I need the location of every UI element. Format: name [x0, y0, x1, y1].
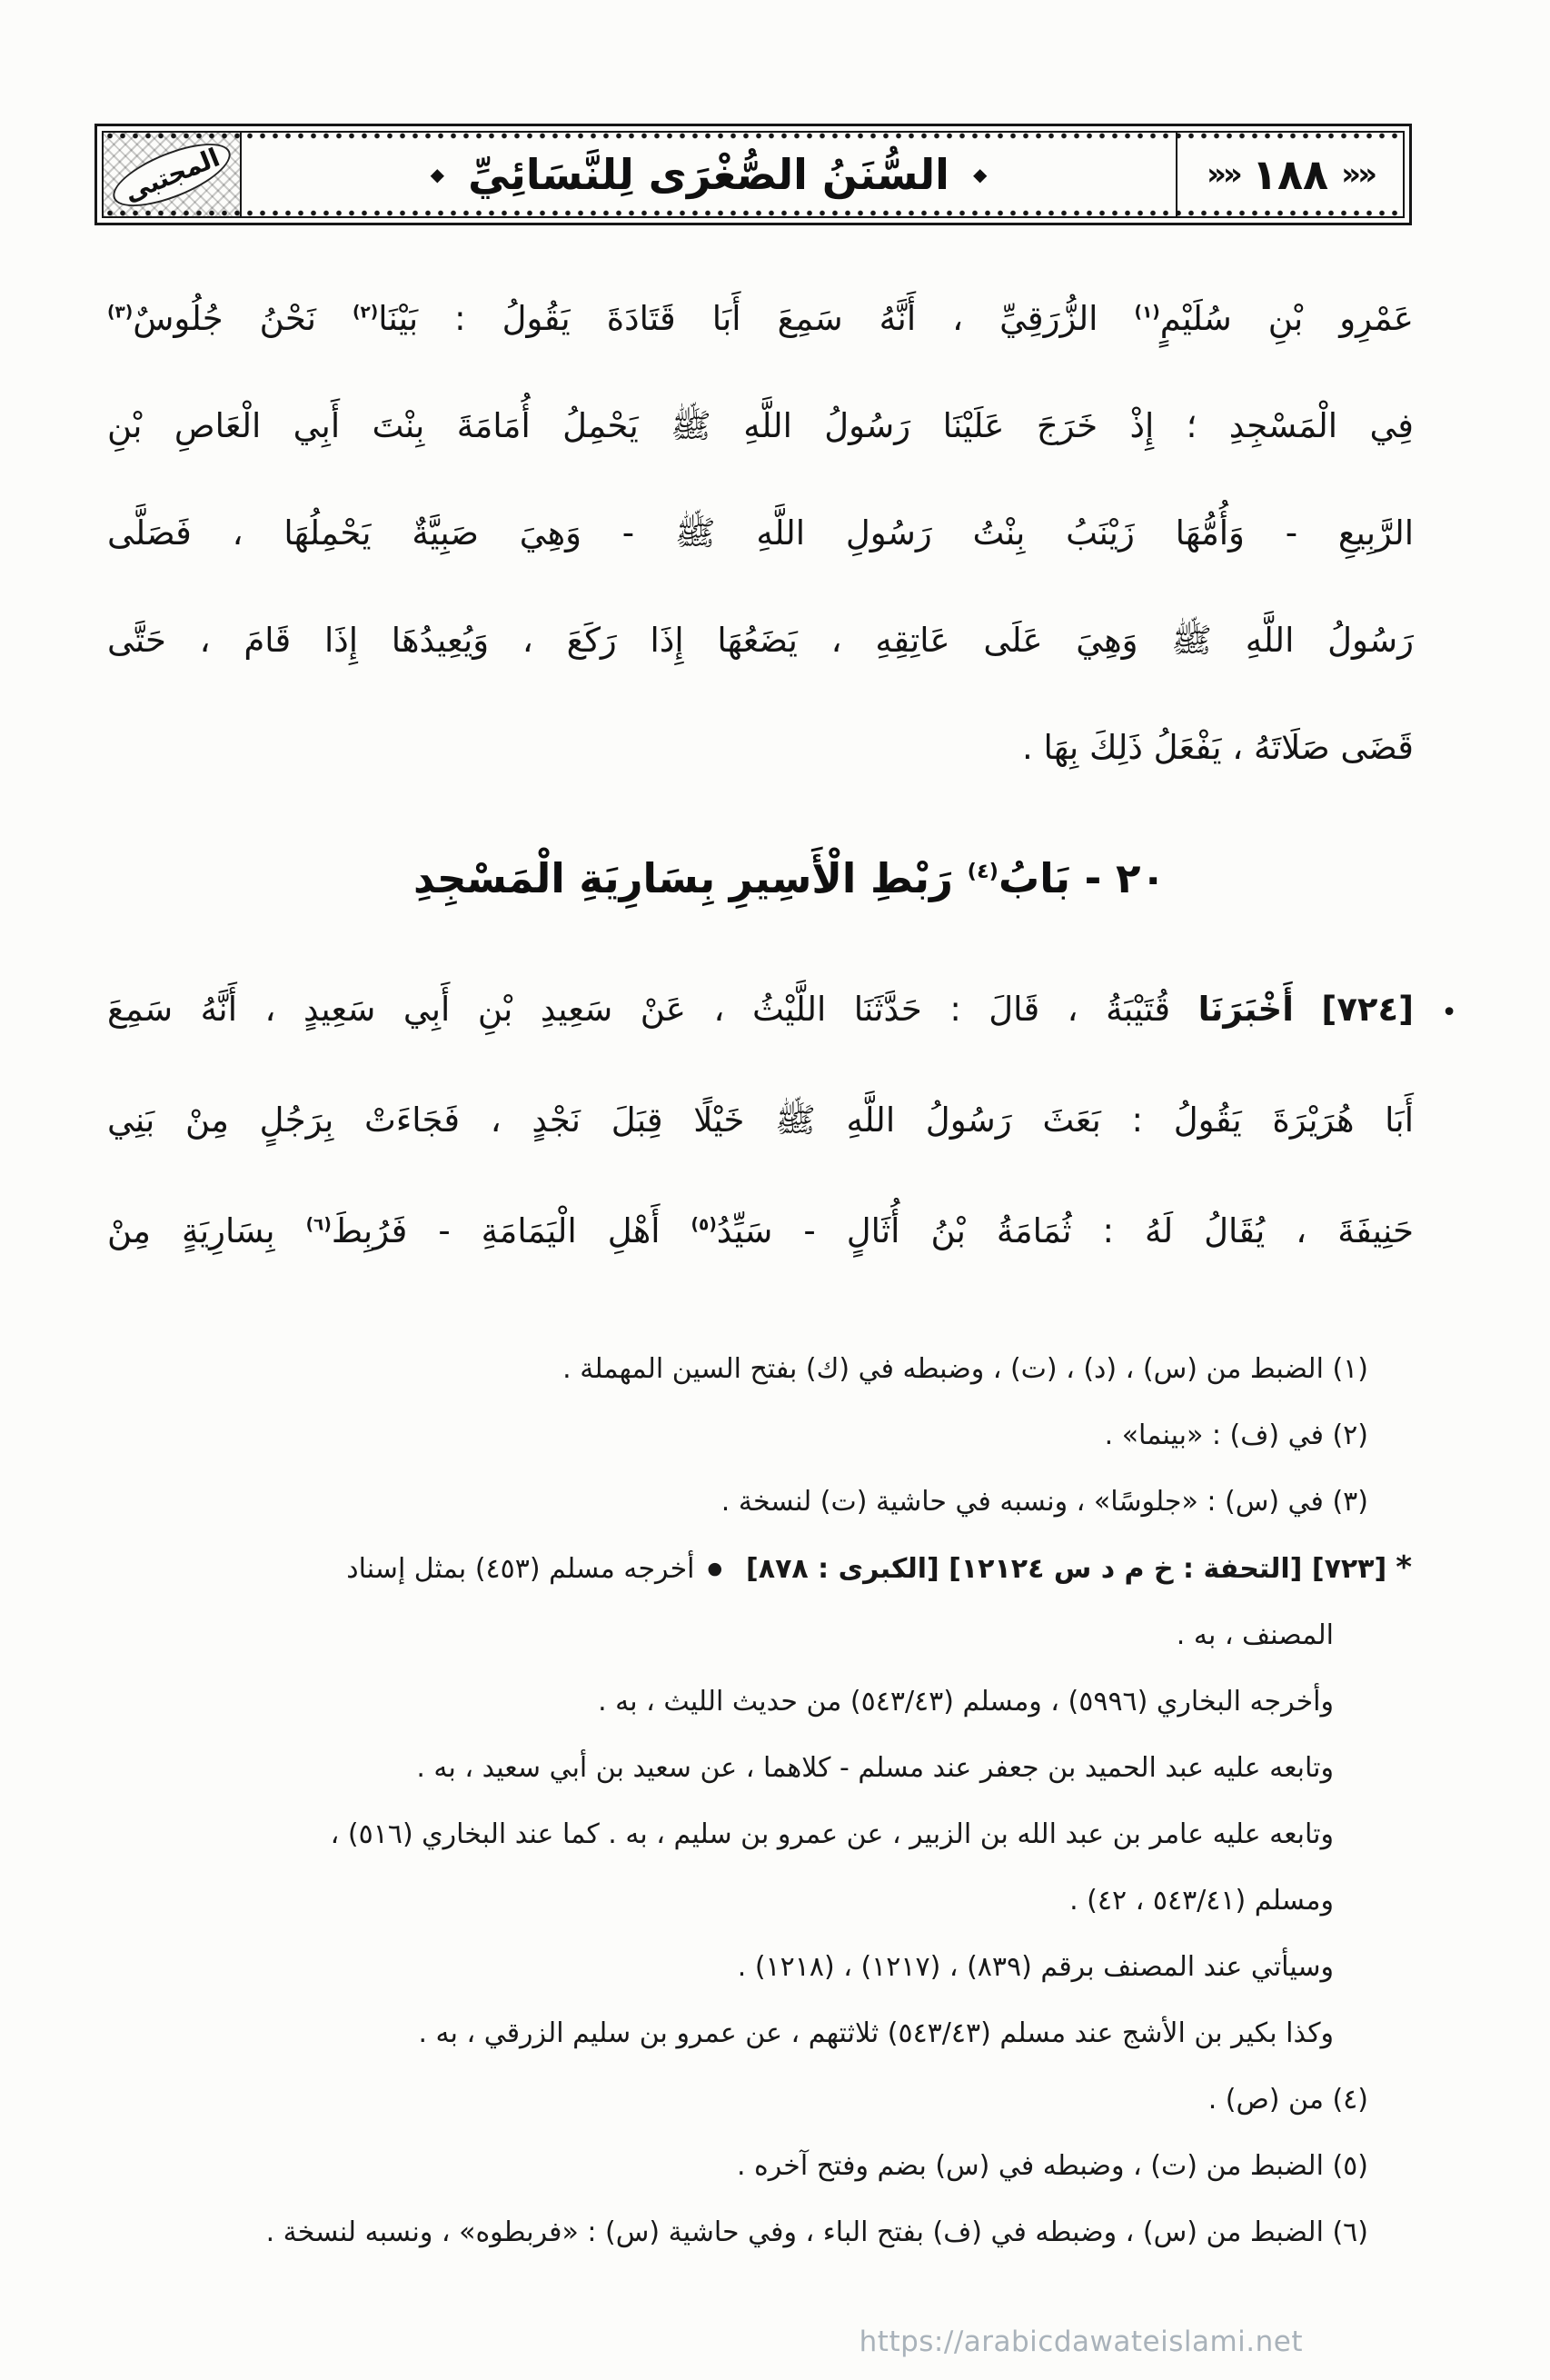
page-number-zone	[1176, 133, 1403, 216]
takhrij-continuation: المصنف ، به .	[1176, 1619, 1334, 1651]
footnote-ref-5: (٥)	[691, 1215, 717, 1235]
series-cartouche	[104, 133, 242, 216]
hadith-724-line-2: أَبَا هُرَيْرَةَ يَقُولُ : بَعَثَ رَسُولُ اللَّهِ ﷺ خَيْلًا قِبَلَ نَجْدٍ ، فَجَاءَتْ بِرَجُلٍ مِنْ بَنِي	[107, 1100, 1414, 1140]
diamond-ornament-icon: ◆	[972, 164, 988, 185]
watermark-url: https://arabicdawateislami.net	[859, 2325, 1303, 2358]
takhrij-line	[114, 1535, 1412, 1602]
hadith-723-line-1	[107, 265, 1414, 373]
title-zone	[242, 133, 1176, 216]
footnote-ref-1: (١)	[1134, 303, 1160, 323]
takhrij-references: [٧٢٣] [التحفة : خ م د س ١٢١٢٤] [الكبرى : ٨٧٨]	[746, 1553, 1387, 1585]
footnote-3: (٣) في (س) : «جلوسًا» ، ونسبه في حاشية (ت) لنسخة .	[720, 1486, 1368, 1518]
text-segment: عَمْرِو بْنِ سُلَيْمٍ	[1159, 299, 1414, 338]
hadith-723-line-2: فِي الْمَسْجِدِ ؛ إِذْ خَرَجَ عَلَيْنَا رَسُولُ اللَّهِ ﷺ يَحْمِلُ أُمَامَةَ بِنْتَ أَبِي الْعَاصِ بْنِ	[107, 406, 1414, 445]
chapter-number: ٢٠ -	[1084, 854, 1166, 902]
footnote-1: (١) الضبط من (س) ، (د) ، (ت) ، وضبطه في (ك) بفتح السين المهملة .	[562, 1353, 1368, 1385]
takhrij-line-2: وأخرجه البخاري (٥٩٩٦) ، ومسلم (٥٤٣/٤٣) من حديث الليث ، به .	[598, 1686, 1334, 1718]
asterisk-icon: *	[1396, 1549, 1412, 1586]
chevron-ornament-icon: ««	[1341, 156, 1375, 193]
footnote-6: (٦) الضبط من (س) ، وضبطه في (ف) بفتح الباء ، وفي حاشية (س) : «فربطوه» ، ونسبه لنسخة .	[265, 2216, 1368, 2248]
bullet-dot-icon: ●	[707, 1558, 723, 1578]
hadith-bullet-icon: •	[1441, 997, 1457, 1029]
book-title: السُّنَنُ الصُّغْرَى لِلنَّسَائِيِّ	[468, 150, 949, 199]
diamond-ornament-icon: ◆	[430, 164, 445, 185]
hadith-723-line-5: قَضَى صَلَاتَهُ ، يَفْعَلُ ذَلِكَ بِهَا .	[1022, 728, 1414, 767]
isnad-opening-word: أَخْبَرَنَا	[1197, 990, 1294, 1029]
footnote-ref-6: (٦)	[305, 1215, 332, 1235]
hadith-723-line-4: رَسُولُ اللَّهِ ﷺ وَهِيَ عَلَى عَاتِقِهِ ، يَضَعُهَا إِذَا رَكَعَ ، وَيُعِيدُهَا إِذَا قَامَ ، حَتَّى	[107, 621, 1414, 660]
footnotes-block	[114, 1336, 1412, 2265]
footnote-5: (٥) الضبط من (ت) ، وضبطه في (س) بضم وفتح آخره .	[736, 2150, 1368, 2182]
hadith-724-line-3	[107, 1176, 1414, 1287]
chapter-word: بَابُ	[998, 854, 1070, 902]
hadith-724	[107, 954, 1457, 1287]
chapter-title: رَبْطِ الْأَسِيرِ بِسَارِيَةِ الْمَسْجِدِ	[413, 854, 953, 902]
chevron-ornament-icon: ««	[1206, 156, 1239, 193]
takhrij-line-4: وتابعه عليه عامر بن عبد الله بن الزبير ، عن عمرو بن سليم ، به . كما عند البخاري (٥١٦) ،	[330, 1818, 1334, 1850]
page-header-band	[94, 124, 1412, 225]
hadith-number: [٧٢٤]	[1321, 990, 1415, 1029]
footnote-4: (٤) من (ص) .	[1207, 2084, 1368, 2116]
takhrij-text: أخرجه مسلم (٤٥٣) بمثل إسناد	[346, 1553, 695, 1585]
cartouche-label: المجتبى	[105, 130, 239, 218]
main-hadith-text	[107, 265, 1414, 802]
footnote-2: (٢) في (ف) : «بينما» .	[1104, 1419, 1368, 1451]
footnote-ref-4: (٤)	[967, 860, 999, 883]
text-segment: بِسَارِيَةٍ مِنْ	[107, 1211, 306, 1250]
hadith-724-line-1	[107, 954, 1457, 1065]
takhrij-line-3: وتابعه عليه عبد الحميد بن جعفر عند مسلم - كلاهما ، عن سعيد بن أبي سعيد ، به .	[416, 1752, 1334, 1784]
chapter-heading	[136, 847, 1443, 911]
text-segment: الزُّرَقِيِّ ، أَنَّهُ سَمِعَ أَبَا قَتَادَةَ يَقُولُ : بَيْنَا	[378, 299, 1135, 338]
text-segment: أَهْلِ الْيَمَامَةِ - فَرُبِطَ	[331, 1211, 691, 1250]
header-frame	[102, 131, 1405, 218]
takhrij-line-5: ومسلم (٥٤٣/٤١ ، ٤٢) .	[1069, 1885, 1334, 1917]
page-number: ١٨٨	[1251, 150, 1329, 199]
hadith-723-line-3: الرَّبِيعِ - وَأُمُّهَا زَيْنَبُ بِنْتُ رَسُولِ اللَّهِ ﷺ - وَهِيَ صَبِيَّةٌ يَحْمِلُهَا ، فَصَلَّى	[107, 513, 1414, 553]
text-segment: قُتَيْبَةُ ، قَالَ : حَدَّثَنَا اللَّيْثُ ، عَنْ سَعِيدِ بْنِ أَبِي سَعِيدٍ ، أَنَّهُ سَمِعَ	[107, 990, 1171, 1029]
footnote-ref-3: (٣)	[107, 303, 134, 323]
takhrij-line-6: وسيأتي عند المصنف برقم (٨٣٩) ، (١٢١٧) ، (١٢١٨) .	[737, 1951, 1334, 1983]
footnote-ref-2: (٢)	[353, 303, 379, 323]
text-segment: حَنِيفَةَ ، يُقَالُ لَهُ : ثُمَامَةُ بْنُ أُثَالٍ - سَيِّدُ	[716, 1211, 1414, 1250]
takhrij-line-7: وكذا بكير بن الأشج عند مسلم (٥٤٣/٤٣) ثلاثتهم ، عن عمرو بن سليم الزرقي ، به .	[418, 2017, 1334, 2049]
text-segment: نَحْنُ جُلُوسٌ	[133, 299, 353, 338]
